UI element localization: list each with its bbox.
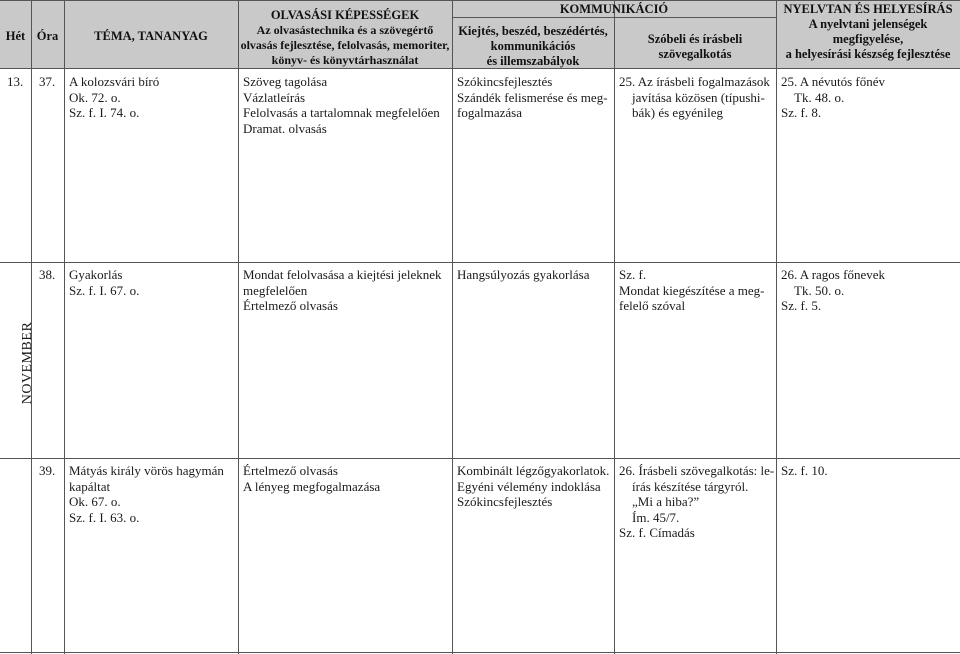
composition-cell: Sz. f. Mondat kiegészítése a meg- felelő szóval: [619, 267, 765, 313]
topic-cell: A kolozsvári bíró Ok. 72. o. Sz. f. I. 74. o.: [69, 74, 160, 120]
header-olvasasi: OLVASÁSI KÉPESSÉGEK Az olvasástechnika és a szövegértő olvasás fejlesztése, felolvasás, memoriter, könyv- és könyvtárhasználat: [240, 8, 450, 67]
reading-skills-cell: Szöveg tagolása Vázlatleírás Felolvasás a tartalomnak megfelelően Dramat. olvasás: [243, 74, 440, 136]
topic-cell: Gyakorlás Sz. f. I. 67. o.: [69, 267, 140, 298]
column-divider: [238, 0, 239, 654]
topic-cell: Mátyás király vörös hagymán kapáltat Ok. 67. o. Sz. f. I. 63. o.: [69, 463, 224, 525]
composition-cell: 25. Az írásbeli fogalmazások javítása közösen (típushi- bák) és egyénileg: [619, 74, 770, 120]
column-divider: [614, 0, 615, 654]
row-divider: [0, 0, 960, 1]
row-divider: [0, 458, 960, 459]
speech-cell: Hangsúlyozás gyakorlása: [457, 267, 590, 282]
header-subdivider: [452, 17, 776, 18]
lesson-number: 38.: [39, 267, 56, 282]
header-kiejtes: Kiejtés, beszéd, beszédértés, kommunikációs és illemszabályok: [458, 24, 608, 68]
header-kommunikacio: KOMMUNIKÁCIÓ: [559, 2, 669, 16]
speech-cell: Kombinált légzőgyakorlatok. Egyéni vélemény indoklása Szókincsfejlesztés: [457, 463, 610, 509]
grammar-cell: 25. A névutós főnév Tk. 48. o. Sz. f. 8.: [781, 74, 885, 120]
column-divider: [776, 0, 777, 654]
header-ora: Óra: [36, 29, 59, 43]
week-number: 13.: [7, 74, 24, 89]
grammar-cell: 26. A ragos főnevek Tk. 50. o. Sz. f. 5.: [781, 267, 885, 313]
header-het: Hét: [5, 29, 26, 43]
speech-cell: Szókincsfejlesztés Szándék felismerése és meg- fogalmazása: [457, 74, 608, 120]
column-divider: [452, 0, 453, 654]
grammar-cell: Sz. f. 10.: [781, 463, 828, 478]
row-divider: [0, 652, 960, 653]
header-tema: TÉMA, TANANYAG: [94, 29, 208, 43]
header-nyelvtan: NYELVTAN ÉS HELYESÍRÁS A nyelvtani jelenségek megfigyelése, a helyesírási készség fejlesztése: [783, 2, 953, 61]
lesson-number: 37.: [39, 74, 56, 89]
month-label: NOVEMBER: [20, 321, 35, 405]
lesson-number: 39.: [39, 463, 56, 478]
reading-skills-cell: Értelmező olvasás A lényeg megfogalmazása: [243, 463, 381, 494]
row-divider: [0, 262, 960, 263]
composition-cell: 26. Írásbeli szövegalkotás: le- írás készítése tárgyról. „Mi a hiba?” Ím. 45/7. Sz. f. Címadás: [619, 463, 775, 540]
header-szobeli: Szóbeli és írásbeli szövegalkotás: [647, 32, 743, 61]
column-divider: [64, 0, 65, 654]
reading-skills-cell: Mondat felolvasása a kiejtési jeleknek megfelelően Értelmező olvasás: [243, 267, 442, 313]
